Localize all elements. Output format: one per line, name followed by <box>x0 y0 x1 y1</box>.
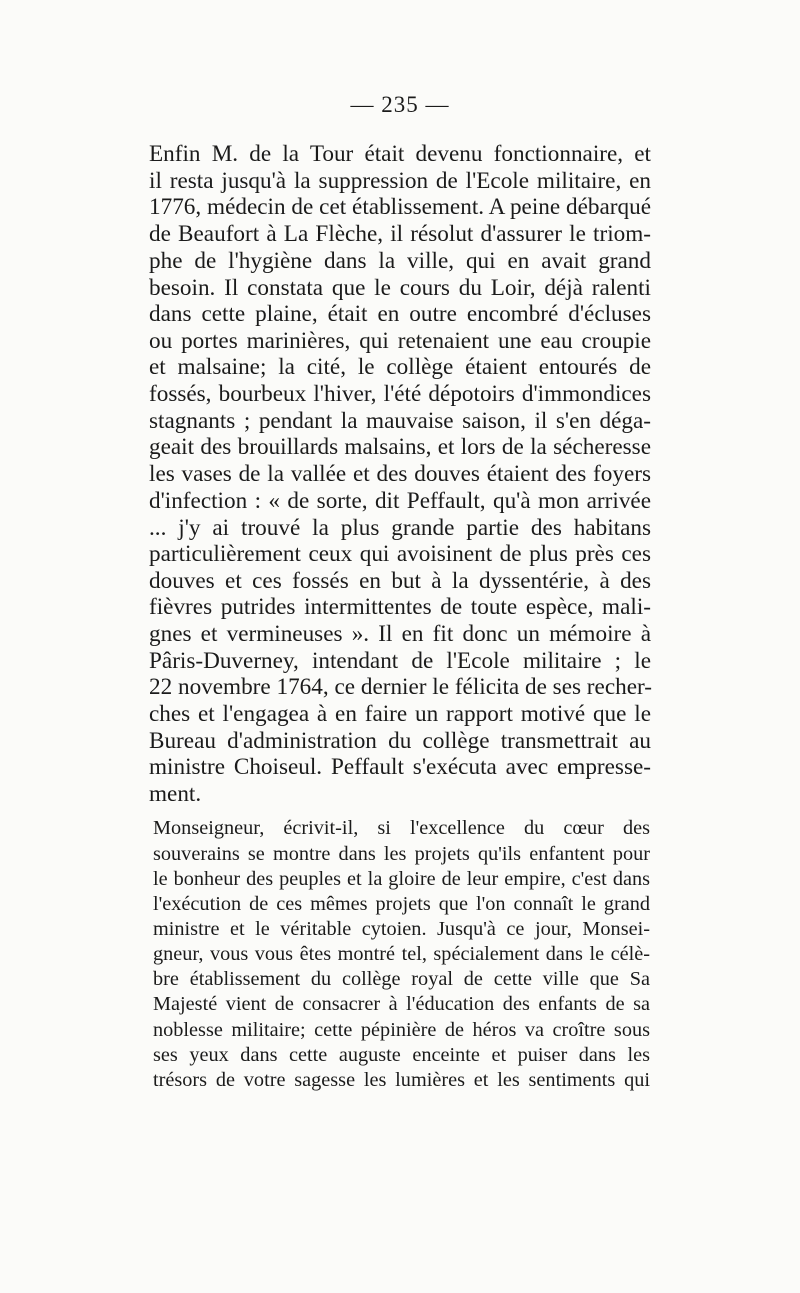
body-line: d'infection : « de sorte, dit Peffault, qu'à mon arrivée <box>149 488 651 514</box>
quote-line: bre établissement du collège royal de cette ville que Sa <box>153 968 650 990</box>
body-line: ... j'y ai trouvé la plus grande partie des habitans <box>149 515 651 541</box>
body-line: il resta jusqu'à la suppression de l'Ecole militaire, en <box>149 168 651 194</box>
body-line: ment. <box>149 781 202 807</box>
body-line: ou portes marinières, qui retenaient une eau croupie <box>149 328 651 354</box>
body-line: gnes et vermineuses ». Il en fit donc un mémoire à <box>149 621 651 647</box>
body-line: 22 novembre 1764, ce dernier le félicita de ses recher- <box>149 674 652 700</box>
quote-line: souverains se montre dans les projets qu'ils enfantent pour <box>153 843 650 865</box>
body-line: ministre Choiseul. Peffault s'exécuta avec empresse- <box>149 754 651 780</box>
quote-line: Majesté vient de consacrer à l'éducation des enfants de sa <box>153 993 650 1015</box>
body-line: fièvres putrides intermittentes de toute espèce, mali- <box>149 594 651 620</box>
quote-line: trésors de votre sagesse les lumières et les sentiments qui <box>153 1069 650 1091</box>
quote-line: noblesse militaire; cette pépinière de héros va croître sous <box>153 1019 650 1041</box>
body-line: particulièrement ceux qui avoisinent de plus près ces <box>149 541 651 567</box>
body-line: les vases de la vallée et des douves étaient des foyers <box>149 461 651 487</box>
quote-line: Monseigneur, écrivit-il, si l'excellence du cœur des <box>153 817 650 839</box>
body-line: Pâris-Duverney, intendant de l'Ecole militaire ; le <box>149 648 651 674</box>
page-number: — 235 — <box>350 92 450 117</box>
body-line: Enfin M. de la Tour était devenu fonctionnaire, et <box>149 141 651 167</box>
body-line: Bureau d'administration du collège transmettrait au <box>149 728 651 754</box>
quote-line: ses yeux dans cette auguste enceinte et puiser dans les <box>153 1044 650 1066</box>
body-line: de Beaufort à La Flèche, il résolut d'assurer le triom- <box>149 221 651 247</box>
body-line: dans cette plaine, était en outre encombré d'écluses <box>149 301 651 327</box>
body-line: douves et ces fossés en but à la dyssentérie, à des <box>149 568 651 594</box>
body-line: besoin. Il constata que le cours du Loir, déjà ralenti <box>149 275 651 301</box>
body-line: ches et l'engagea à en faire un rapport motivé que le <box>149 701 651 727</box>
body-line: fossés, bourbeux l'hiver, l'été dépotoirs d'immondices <box>149 381 651 407</box>
quote-line: le bonheur des peuples et la gloire de leur empire, c'est dans <box>153 868 650 890</box>
body-line: phe de l'hygiène dans la ville, qui en avait grand <box>149 248 651 274</box>
body-line: stagnants ; pendant la mauvaise saison, il s'en déga- <box>149 408 651 434</box>
body-line: 1776, médecin de cet établissement. A peine débarqué <box>149 194 651 220</box>
quote-line: ministre et le véritable cytoien. Jusqu'à ce jour, Monsei- <box>153 918 650 940</box>
quote-line: gneur, vous vous êtes montré tel, spécialement dans le célè- <box>153 943 650 965</box>
quote-line: l'exécution de ces mêmes projets que l'on connaît le grand <box>153 893 650 915</box>
body-line: et malsaine; la cité, le collège étaient entourés de <box>149 354 651 380</box>
body-line: geait des brouillards malsains, et lors de la sécheresse <box>149 434 651 460</box>
